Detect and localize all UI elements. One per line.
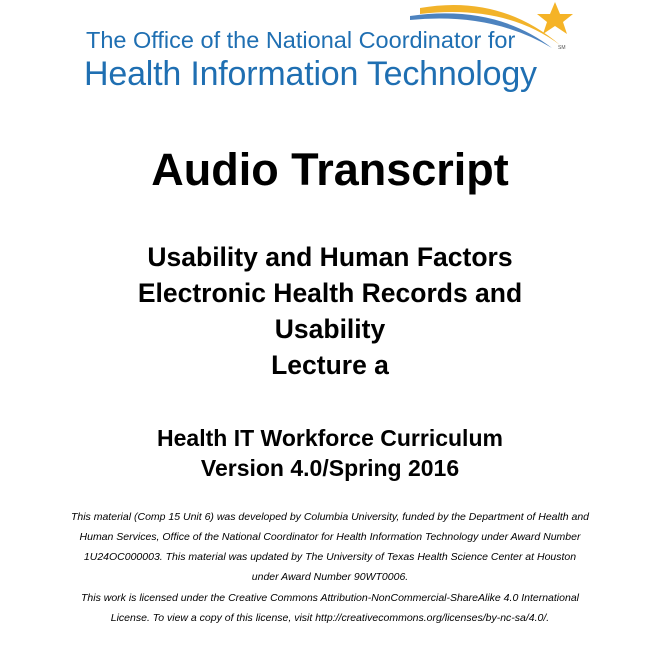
subtitle-line: Lecture a <box>271 350 389 380</box>
service-mark: SM <box>558 45 566 51</box>
license-notice: This work is licensed under the Creative Commons Attribution-NonCommercial-ShareAlike 4.0 International License. To view a copy of this license, visit http://creativecommons.org/licenses/by-nc-sa/4.0/. <box>81 592 579 624</box>
document-title: Audio Transcript <box>151 144 509 195</box>
curriculum-line: Health IT Workforce Curriculum <box>157 425 503 451</box>
curriculum-line: Version 4.0/Spring 2016 <box>200 455 460 481</box>
logo-text-line2: Health Information Technology <box>84 55 537 93</box>
subtitle-line: Usability <box>274 314 386 344</box>
lecture-subtitle <box>0 239 660 383</box>
logo-text-line1: The Office of the National Coordinator for <box>86 27 516 53</box>
curriculum-version <box>0 423 660 483</box>
onc-logo <box>0 0 660 100</box>
subtitle-line: Usability and Human Factors <box>147 242 513 272</box>
development-notice: This material (Comp 15 Unit 6) was developed by Columbia University, funded by the Department of Health and Human Services, Office of the National Coordinator for Health Information Technology under Award Number 1U24OC000003. This material was updated by The University of Texas Health Science Center at Houston under Award Number 90WT0006. <box>70 511 590 583</box>
subtitle-line: Electronic Health Records and <box>137 278 523 308</box>
swoosh-star <box>537 2 573 34</box>
